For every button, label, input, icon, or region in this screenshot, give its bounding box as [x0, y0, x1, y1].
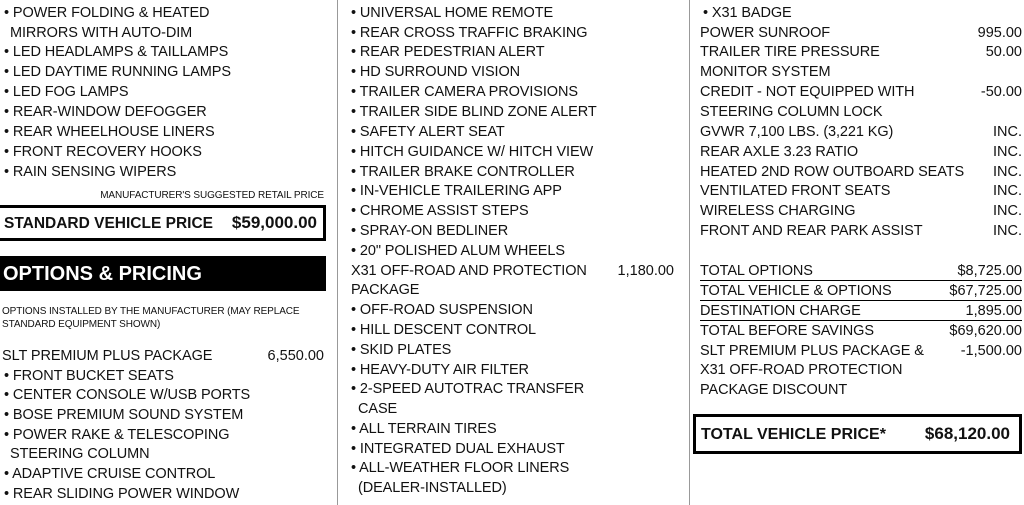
- package-item: • HEAVY-DUTY AIR FILTER: [351, 362, 529, 378]
- equipment-item: • LED FOG LAMPS: [4, 84, 129, 100]
- standard-vehicle-price-box: [0, 205, 326, 241]
- total-vehicle-options-value: $67,725.00: [949, 283, 1022, 299]
- destination-charge-label: DESTINATION CHARGE: [700, 303, 861, 319]
- column-left: [0, 0, 336, 505]
- equipment-item: • LED DAYTIME RUNNING LAMPS: [4, 64, 231, 80]
- option-price: INC.: [993, 124, 1022, 140]
- option-price: INC.: [993, 183, 1022, 199]
- package-item: • TRAILER CAMERA PROVISIONS: [351, 84, 578, 100]
- package-item: • SKID PLATES: [351, 342, 452, 358]
- option-label: HEATED 2ND ROW OUTBOARD SEATS: [700, 164, 965, 180]
- standard-price-value: $59,000.00: [231, 213, 317, 232]
- package-item: • HILL DESCENT CONTROL: [351, 322, 536, 338]
- discount-value: -1,500.00: [960, 343, 1022, 359]
- equipment-item: • RAIN SENSING WIPERS: [4, 164, 177, 180]
- discount-label: X31 OFF-ROAD PROTECTION: [700, 362, 903, 378]
- discount-label: PACKAGE DISCOUNT: [700, 382, 848, 398]
- package-item: • ADAPTIVE CRUISE CONTROL: [4, 466, 216, 482]
- equipment-item: • REAR-WINDOW DEFOGGER: [4, 104, 207, 120]
- option-label: VENTILATED FRONT SEATS: [700, 183, 891, 199]
- option-label: TRAILER TIRE PRESSURE: [700, 44, 880, 60]
- equipment-item: MIRRORS WITH AUTO-DIM: [10, 25, 193, 41]
- equipment-item: • FRONT RECOVERY HOOKS: [4, 144, 202, 160]
- package-item: • HD SURROUND VISION: [351, 64, 521, 80]
- package-item: • REAR CROSS TRAFFIC BRAKING: [351, 25, 588, 41]
- package-item: • SPRAY-ON BEDLINER: [351, 223, 509, 239]
- options-header-text: OPTIONS & PRICING: [3, 263, 202, 285]
- x31-package-price: 1,180.00: [617, 263, 674, 279]
- package-item: (DEALER-INSTALLED): [358, 480, 507, 496]
- package-item: • CHROME ASSIST STEPS: [351, 203, 529, 219]
- discount-label: SLT PREMIUM PLUS PACKAGE &: [700, 343, 924, 359]
- options-note: OPTIONS INSTALLED BY THE MANUFACTURER (MAY REPLACE: [2, 306, 300, 317]
- x31-package-name: PACKAGE: [351, 282, 420, 298]
- equipment-item: • REAR WHEELHOUSE LINERS: [4, 124, 215, 140]
- total-options-value: $8,725.00: [957, 263, 1022, 279]
- package-item: • INTEGRATED DUAL EXHAUST: [351, 441, 565, 457]
- option-label: REAR AXLE 3.23 RATIO: [700, 144, 859, 160]
- option-price: INC.: [993, 144, 1022, 160]
- package-item: • CENTER CONSOLE W/USB PORTS: [4, 387, 251, 403]
- option-price: 995.00: [977, 25, 1022, 41]
- option-price: 50.00: [985, 44, 1022, 60]
- destination-charge-value: 1,895.00: [965, 303, 1022, 319]
- package-item: • FRONT BUCKET SEATS: [4, 368, 174, 384]
- package-item: • REAR PEDESTRIAN ALERT: [351, 44, 545, 60]
- msrp-caption: MANUFACTURER'S SUGGESTED RETAIL PRICE: [100, 190, 324, 201]
- option-label: MONITOR SYSTEM: [700, 64, 831, 80]
- option-label: STEERING COLUMN LOCK: [700, 104, 883, 120]
- package-name: SLT PREMIUM PLUS PACKAGE: [2, 348, 213, 364]
- options-note: STANDARD EQUIPMENT SHOWN): [2, 319, 161, 330]
- option-label: POWER SUNROOF: [700, 25, 831, 41]
- total-before-savings-label: TOTAL BEFORE SAVINGS: [700, 323, 874, 339]
- package-item: • POWER RAKE & TELESCOPING: [4, 427, 230, 443]
- column-middle: [337, 0, 688, 505]
- package-item: • REAR SLIDING POWER WINDOW: [4, 486, 240, 502]
- standard-price-label: STANDARD VEHICLE PRICE: [4, 215, 213, 232]
- option-label: FRONT AND REAR PARK ASSIST: [700, 223, 923, 239]
- package-item: • ALL TERRAIN TIRES: [351, 421, 497, 437]
- option-price: INC.: [993, 203, 1022, 219]
- equipment-item: • POWER FOLDING & HEATED: [4, 5, 210, 21]
- column-right: [689, 0, 1024, 505]
- option-label: WIRELESS CHARGING: [700, 203, 856, 219]
- total-options-label: TOTAL OPTIONS: [700, 263, 813, 279]
- package-item: STEERING COLUMN: [10, 446, 150, 462]
- package-item: • OFF-ROAD SUSPENSION: [351, 302, 533, 318]
- options-pricing-header: [0, 256, 326, 291]
- package-price: 6,550.00: [267, 348, 324, 364]
- package-item: • TRAILER SIDE BLIND ZONE ALERT: [351, 104, 597, 120]
- total-vehicle-options-label: TOTAL VEHICLE & OPTIONS: [700, 283, 892, 299]
- package-item: CASE: [358, 401, 398, 417]
- option-price: INC.: [993, 223, 1022, 239]
- x31-package-name: X31 OFF-ROAD AND PROTECTION: [351, 263, 587, 279]
- option-label: CREDIT - NOT EQUIPPED WITH: [700, 84, 915, 100]
- package-item: • 20" POLISHED ALUM WHEELS: [351, 243, 565, 259]
- package-item: • BOSE PREMIUM SOUND SYSTEM: [4, 407, 244, 423]
- package-item: • 2-SPEED AUTOTRAC TRANSFER: [351, 381, 585, 397]
- option-price: INC.: [993, 164, 1022, 180]
- equipment-item: • LED HEADLAMPS & TAILLAMPS: [4, 44, 229, 60]
- package-item: • IN-VEHICLE TRAILERING APP: [351, 183, 562, 199]
- x31-badge-item: • X31 BADGE: [703, 5, 792, 21]
- option-price: -50.00: [980, 84, 1022, 100]
- package-item: • ALL-WEATHER FLOOR LINERS: [351, 460, 570, 476]
- total-before-savings-value: $69,620.00: [949, 323, 1022, 339]
- package-item: • UNIVERSAL HOME REMOTE: [351, 5, 554, 21]
- option-label: GVWR 7,100 LBS. (3,221 KG): [700, 124, 894, 140]
- package-item: • SAFETY ALERT SEAT: [351, 124, 505, 140]
- total-vehicle-price-box: [693, 414, 1022, 454]
- total-vehicle-price-value: $68,120.00: [924, 424, 1010, 443]
- package-item: • HITCH GUIDANCE W/ HITCH VIEW: [351, 144, 594, 160]
- total-vehicle-price-label: TOTAL VEHICLE PRICE*: [701, 426, 886, 443]
- package-item: • TRAILER BRAKE CONTROLLER: [351, 164, 575, 180]
